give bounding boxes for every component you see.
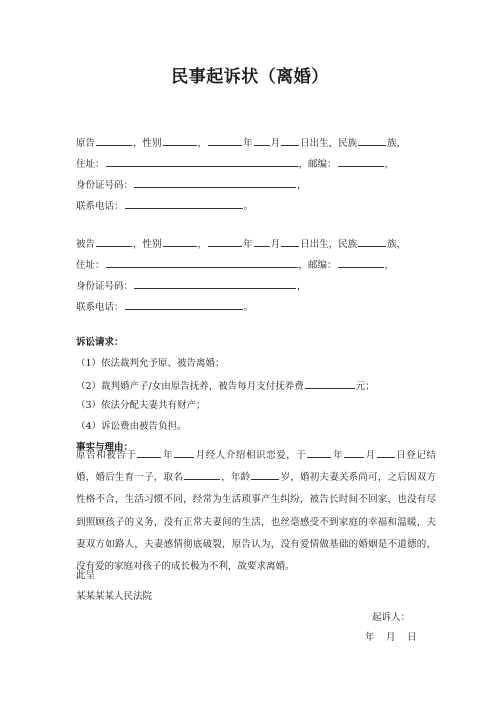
claim-item — [76, 378, 375, 393]
phone-label: 联系电话： — [76, 201, 124, 212]
day-blank — [281, 135, 299, 146]
facts-paragraph — [76, 445, 436, 578]
plaintiff-line-3 — [76, 177, 307, 192]
month-blank — [344, 447, 364, 458]
postcode-blank — [338, 156, 384, 167]
document-title: 民事起诉状（离婚） — [171, 67, 329, 87]
submission-text: 此呈 — [76, 570, 96, 581]
age-blank — [251, 469, 279, 480]
birth-ethnicity-label: 日出生，民族 — [300, 138, 358, 149]
defendant-line-4 — [76, 299, 253, 314]
facts-text: 月 — [365, 450, 376, 461]
ethnicity-blank — [358, 236, 386, 247]
facts-text: 月经人介绍相识恋爱，于 — [195, 450, 307, 461]
year-blank — [307, 447, 331, 458]
month-label: 月 — [270, 138, 281, 149]
facts-text: 岁，婚初夫妻关系尚可，之后因双方性格不合，生活习惯不同，经常为生活琐事产生纠纷，被告长时间不回家，也没有尽到照顾孩子的义务，没有正常夫妻间的生活，也丝毫感受不到家庭的幸福和温暖，夫妻双方如路人，夫妻感情彻底破裂，原告认为，没有爱情做基础的婚姻是不道德的，没有爱的家庭对孩子的成长极为不利，故要求离婚。 — [76, 472, 436, 573]
year-blank — [208, 236, 242, 247]
comma-text: ， — [384, 159, 395, 170]
date-line: 年 月 日 — [365, 632, 418, 643]
claims-heading: 诉讼请求： — [76, 337, 124, 348]
claim-item: （4）诉讼费由被告负担。 — [76, 421, 187, 432]
year-label: 年 — [243, 138, 253, 149]
day-blank — [377, 447, 395, 458]
month-blank — [254, 236, 270, 247]
facts-text: ，年龄 — [220, 472, 251, 484]
id-number-blank — [134, 278, 296, 289]
plaintiff-name-blank — [96, 135, 132, 146]
gender-blank — [163, 135, 197, 146]
child-name-blank — [184, 469, 220, 480]
facts-heading: 事实与理由： — [76, 442, 134, 453]
month-blank — [174, 447, 194, 458]
defendant-line-3 — [76, 278, 307, 293]
plaintiff-line-4 — [76, 198, 253, 213]
gender-label: ，性别 — [133, 138, 162, 149]
postcode-blank — [338, 257, 384, 268]
address-label: 住址： — [76, 159, 105, 170]
month-label: 月 — [270, 239, 281, 250]
comma-text: ， — [384, 260, 395, 271]
period-text: 。 — [243, 201, 254, 212]
comma-text: ， — [197, 239, 208, 250]
phone-blank — [125, 198, 243, 209]
gender-label: ，性别 — [133, 239, 162, 250]
address-label: 住址： — [76, 260, 105, 271]
comma-text: ， — [197, 138, 208, 149]
defendant-name-blank — [96, 236, 132, 247]
plaintiff-line-1 — [76, 135, 406, 150]
facts-text: 日登记结婚，婚后生育一子，取名 — [76, 450, 436, 484]
month-blank — [254, 135, 270, 146]
id-number-label: 身份证号码： — [76, 180, 134, 191]
ethnicity-suffix: 族， — [387, 239, 407, 250]
ethnicity-suffix: 族， — [387, 138, 407, 149]
id-number-blank — [134, 177, 296, 188]
defendant-line-2 — [76, 257, 394, 272]
period-text: 。 — [243, 302, 254, 313]
claim-item-text: （2）裁判婚产子/女由原告抚养，被告每月支付抚养费 — [76, 381, 304, 392]
plaintiff-label: 原告 — [76, 138, 96, 149]
defendant-label: 被告 — [76, 239, 96, 250]
comma-text: ， — [297, 180, 307, 191]
year-label: 年 — [243, 239, 253, 250]
comma-text: ， — [297, 281, 307, 292]
ethnicity-blank — [358, 135, 386, 146]
gender-blank — [163, 236, 197, 247]
facts-text: 原告和被告于 — [76, 450, 137, 461]
plaintiff-line-2 — [76, 156, 394, 171]
postcode-label: ，邮编： — [298, 260, 337, 271]
claim-item: （1）依法裁判允予原、被告离婚； — [76, 358, 225, 369]
phone-label: 联系电话： — [76, 302, 124, 313]
year-blank — [137, 447, 161, 458]
plaintiff-signature-label: 起诉人： — [372, 612, 411, 623]
id-number-label: 身份证号码： — [76, 281, 134, 292]
court-name: 某某某某人民法院 — [76, 591, 153, 602]
address-blank — [106, 257, 298, 268]
facts-text: 年 — [162, 450, 174, 461]
support-fee-blank — [305, 378, 355, 389]
address-blank — [106, 156, 298, 167]
facts-text: 年 — [332, 450, 344, 461]
currency-suffix: 元； — [355, 381, 375, 392]
day-blank — [281, 236, 299, 247]
phone-blank — [125, 299, 243, 310]
defendant-line-1 — [76, 236, 406, 251]
birth-ethnicity-label: 日出生，民族 — [300, 239, 358, 250]
year-blank — [208, 135, 242, 146]
postcode-label: ，邮编： — [298, 159, 337, 170]
claim-item: （3）依法分配夫妻共有财产； — [76, 400, 206, 411]
